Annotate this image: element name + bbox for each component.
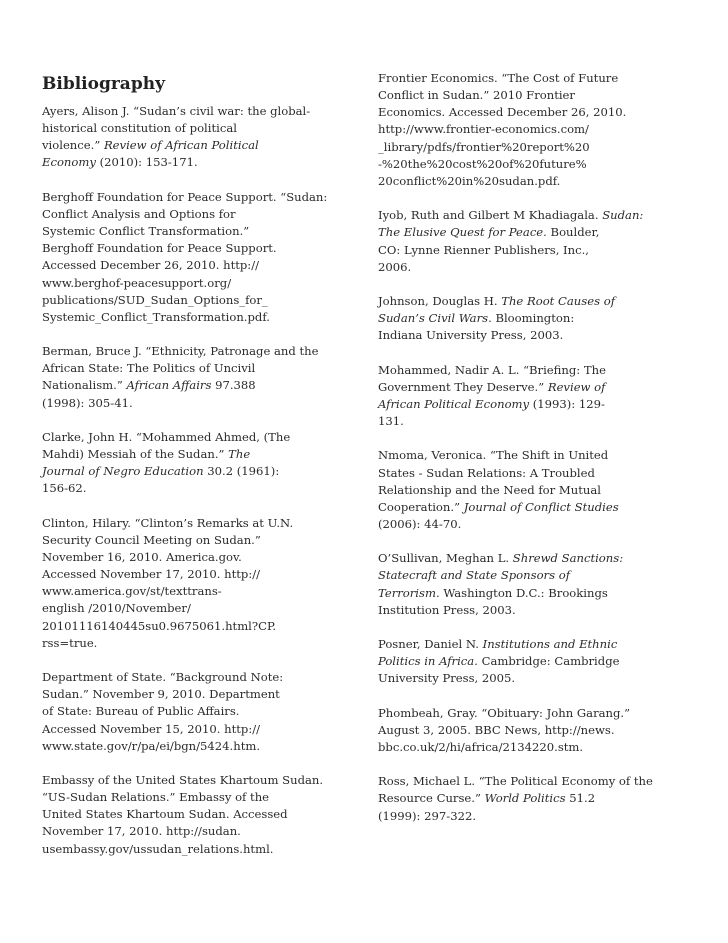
entry-line <box>42 446 354 463</box>
entry-text: usembassy.gov/ussudan_relations.html. <box>42 841 274 856</box>
entry-text: www.america.gov/st/texttrans- <box>42 584 222 599</box>
entry-line <box>378 396 690 413</box>
entry-text: 30.2 (1961): <box>203 464 280 479</box>
entry-text: “US-Sudan Relations.” Embassy of the <box>42 790 270 805</box>
entry-text: Economics. Accessed December 26, 2010. <box>378 105 627 120</box>
entry-line <box>42 669 354 686</box>
entry-text: University Press, 2005. <box>378 671 516 686</box>
entry-line <box>42 600 354 617</box>
entry-text: August 3, 2005. BBC News, http://news. <box>378 722 615 737</box>
entry-line <box>42 789 354 806</box>
entry-text: African State: The Politics of Uncivil <box>42 361 256 376</box>
entry-text: Phombeah, Gray. “Obituary: John Garang.” <box>378 705 631 720</box>
entry-text: 20101116140445su0.9675061.html?CP. <box>42 618 277 633</box>
bibliography-entry <box>378 207 690 276</box>
entry-text: -%20the%20cost%20of%20future% <box>378 156 587 171</box>
entry-text: Nationalism.” <box>42 378 127 393</box>
bibliography-entry <box>378 447 690 533</box>
entry-line <box>378 139 690 156</box>
entry-line <box>378 482 690 499</box>
entry-text: Cooperation.” <box>378 499 464 514</box>
entry-line <box>378 293 690 310</box>
entry-text: historical constitution of political <box>42 121 237 136</box>
entry-text: Embassy of the United States Khartoum Sudan. <box>42 773 324 787</box>
entry-text: Conflict in Sudan.” 2010 Frontier <box>378 88 575 103</box>
italic-text: Terrorism. <box>378 585 440 600</box>
entry-text: . Bloomington: <box>488 311 575 326</box>
entry-text: of State: Bureau of Public Affairs. <box>42 704 240 719</box>
entry-line <box>378 207 690 224</box>
entry-line <box>378 636 690 653</box>
entry-text: Mohammed, Nadir A. L. “Briefing: The <box>378 362 606 377</box>
entry-line <box>42 343 354 360</box>
italic-text: Review of African Political <box>103 138 259 153</box>
entry-line <box>378 242 690 259</box>
entry-text: Nmoma, Veronica. “The Shift in United <box>378 448 609 463</box>
entry-line <box>42 841 354 858</box>
italic-text: The Elusive Quest for Peace. <box>378 225 547 240</box>
entry-text: Boulder, <box>546 225 600 240</box>
entry-text: Posner, Daniel N. <box>378 637 483 652</box>
entry-text: Relationship and the Need for Mutual <box>378 482 601 497</box>
entry-text: english /2010/November/ <box>42 601 191 616</box>
entry-line <box>378 585 690 602</box>
entry-text: Indiana University Press, 2003. <box>378 328 564 343</box>
entry-line <box>42 515 354 532</box>
entry-line <box>378 413 690 430</box>
entry-line <box>42 738 354 755</box>
entry-line <box>42 806 354 823</box>
entry-line <box>42 292 354 309</box>
entry-text: (1998): 305-41. <box>42 395 133 410</box>
entry-text: November 16, 2010. America.gov. <box>42 550 242 564</box>
entry-text: Resource Curse.” <box>378 791 485 806</box>
bibliography-entry <box>378 550 690 619</box>
entry-line <box>42 360 354 377</box>
entry-line <box>378 173 690 190</box>
entry-line <box>42 566 354 583</box>
entry-text: Washington D.C.: Brookings <box>439 585 608 600</box>
entry-line <box>42 240 354 257</box>
entry-text: Clarke, John H. “Mohammed Ahmed, (The <box>42 429 291 444</box>
bibliography-heading: Bibliography <box>42 74 165 94</box>
entry-line <box>378 790 690 807</box>
italic-text: Journal of Conflict Studies <box>463 499 619 514</box>
entry-text: Systemic Conflict Transformation.” <box>42 224 250 239</box>
italic-text: Institutions and Ethnic <box>482 637 618 652</box>
entry-line <box>378 121 690 138</box>
bibliography-entry <box>378 293 690 344</box>
entry-text: Johnson, Douglas H. <box>378 294 502 308</box>
entry-text: States - Sudan Relations: A Troubled <box>378 465 595 480</box>
entry-line <box>378 705 690 722</box>
entry-line <box>378 362 690 379</box>
entry-line <box>42 257 354 274</box>
entry-line <box>42 275 354 292</box>
entry-text: publications/SUD_Sudan_Options_for_ <box>42 292 268 307</box>
left-entry-list <box>42 103 354 858</box>
entry-line <box>42 583 354 600</box>
entry-line <box>378 379 690 396</box>
italic-text: Statecraft and State Sponsors of <box>378 568 571 583</box>
entry-line <box>378 259 690 276</box>
bibliography-entry <box>378 636 690 687</box>
entry-line <box>42 823 354 840</box>
entry-text: Accessed December 26, 2010. http:// <box>42 258 260 273</box>
italic-text: African Affairs <box>126 378 212 393</box>
entry-text: Institution Press, 2003. <box>378 602 516 617</box>
entry-text: _library/pdfs/frontier%20report%20 <box>378 139 590 154</box>
entry-text: www.berghof-peacesupport.org/ <box>42 275 232 290</box>
entry-text: Berghoff Foundation for Peace Support. <box>42 241 277 256</box>
entry-text: (1993): 129- <box>529 396 605 411</box>
entry-line <box>42 772 354 789</box>
entry-text: Systemic_Conflict_Transformation.pdf. <box>42 309 270 324</box>
entry-text: bbc.co.uk/2/hi/africa/2134220.stm. <box>378 739 584 754</box>
entry-line <box>378 516 690 533</box>
entry-line <box>378 808 690 825</box>
entry-text: 156-62. <box>42 481 87 496</box>
bibliography-entry <box>42 189 354 326</box>
entry-text: Accessed November 15, 2010. http:// <box>42 721 261 736</box>
entry-line <box>378 739 690 756</box>
entry-line <box>42 103 354 120</box>
entry-line <box>42 532 354 549</box>
entry-text: 51.2 <box>565 791 596 806</box>
entry-line <box>42 703 354 720</box>
entry-text: November 17, 2010. http://sudan. <box>42 824 241 839</box>
entry-text: CO: Lynne Rienner Publishers, Inc., <box>378 242 589 257</box>
entry-line <box>378 567 690 584</box>
italic-text: The <box>228 447 251 462</box>
entry-line <box>378 550 690 567</box>
entry-line <box>42 154 354 171</box>
bibliography-entry <box>378 70 690 190</box>
entry-line <box>378 70 690 87</box>
entry-line <box>42 635 354 652</box>
italic-text: Politics in Africa. <box>378 654 478 669</box>
entry-line <box>42 189 354 206</box>
entry-text: Sudan.” November 9, 2010. Department <box>42 687 280 702</box>
entry-line <box>378 327 690 344</box>
bibliography-entry <box>42 103 354 172</box>
bibliography-right-column <box>378 70 690 842</box>
entry-line <box>378 156 690 173</box>
entry-text: 2006. <box>378 259 412 274</box>
entry-text: 131. <box>378 414 404 429</box>
entry-line <box>378 87 690 104</box>
entry-line <box>378 224 690 241</box>
entry-text: (2006): 44-70. <box>378 517 462 531</box>
italic-text: The Root Causes of <box>501 294 615 308</box>
entry-text: 97.388 <box>211 378 256 393</box>
entry-text: Conflict Analysis and Options for <box>42 206 236 221</box>
entry-line <box>42 395 354 412</box>
entry-text: http://www.frontier-economics.com/ <box>378 122 589 137</box>
bibliography-entry <box>378 362 690 431</box>
entry-line <box>42 206 354 223</box>
entry-text: Mahdi) Messiah of the Sudan.” <box>42 447 229 462</box>
entry-text: 20conflict%20in%20sudan.pdf. <box>378 173 561 188</box>
bibliography-entry <box>378 773 690 824</box>
entry-text: Cambridge: Cambridge <box>477 654 620 669</box>
bibliography-entry <box>42 429 354 498</box>
entry-text: Ross, Michael L. “The Political Economy of the <box>378 774 653 789</box>
entry-text: violence.” <box>42 138 104 153</box>
italic-text: World Politics <box>484 791 566 806</box>
entry-text: O’Sullivan, Meghan L. <box>378 551 513 566</box>
italic-text: Sudan’s Civil Wars <box>378 311 489 326</box>
entry-text: United States Khartoum Sudan. Accessed <box>42 807 288 822</box>
entry-line <box>378 602 690 619</box>
bibliography-left-column <box>42 70 354 875</box>
entry-line <box>42 137 354 154</box>
entry-text: Frontier Economics. “The Cost of Future <box>378 71 619 85</box>
entry-text: Clinton, Hilary. “Clinton’s Remarks at U.N. <box>42 515 294 530</box>
entry-line <box>378 773 690 790</box>
entry-text: Accessed November 17, 2010. http:// <box>42 567 261 582</box>
entry-text: (2010): 153-171. <box>95 155 198 170</box>
entry-line <box>42 686 354 703</box>
bibliography-entry <box>378 705 690 756</box>
entry-text: rss=true. <box>42 635 98 650</box>
bibliography-entry <box>42 343 354 412</box>
bibliography-entry <box>42 772 354 858</box>
entry-line <box>378 465 690 482</box>
entry-line <box>378 104 690 121</box>
entry-line <box>378 499 690 516</box>
entry-line <box>378 653 690 670</box>
entry-text: (1999): 297-322. <box>378 808 477 823</box>
entry-text: Berghoff Foundation for Peace Support. “Sudan: <box>42 189 328 204</box>
entry-line <box>42 377 354 394</box>
entry-line <box>378 670 690 687</box>
entry-text: Berman, Bruce J. “Ethnicity, Patronage and the <box>42 344 319 359</box>
entry-line <box>42 549 354 566</box>
entry-text: Ayers, Alison J. “Sudan’s civil war: the global- <box>42 104 311 118</box>
italic-text: African Political Economy <box>378 396 530 411</box>
italic-text: Sudan: <box>602 208 644 223</box>
entry-text: Department of State. “Background Note: <box>42 670 284 685</box>
bibliography-entry <box>42 515 354 652</box>
italic-text: Journal of Negro Education <box>42 464 204 479</box>
italic-text: Shrewd Sanctions: <box>512 551 624 566</box>
entry-line <box>378 722 690 739</box>
bibliography-entry <box>42 669 354 755</box>
entry-line <box>42 618 354 635</box>
entry-line <box>42 120 354 137</box>
entry-line <box>42 721 354 738</box>
entry-line <box>378 310 690 327</box>
italic-text: Economy <box>42 155 96 170</box>
right-entry-list <box>378 70 690 825</box>
entry-line <box>42 223 354 240</box>
entry-line <box>42 463 354 480</box>
entry-line <box>378 447 690 464</box>
entry-text: Iyob, Ruth and Gilbert M Khadiagala. <box>378 208 603 223</box>
entry-line <box>42 309 354 326</box>
entry-text: Security Council Meeting on Sudan.” <box>42 532 261 547</box>
entry-text: www.state.gov/r/pa/ei/bgn/5424.htm. <box>42 738 261 753</box>
entry-line <box>42 480 354 497</box>
italic-text: Review of <box>547 379 606 394</box>
entry-text: Government They Deserve.” <box>378 379 548 394</box>
entry-line <box>42 429 354 446</box>
